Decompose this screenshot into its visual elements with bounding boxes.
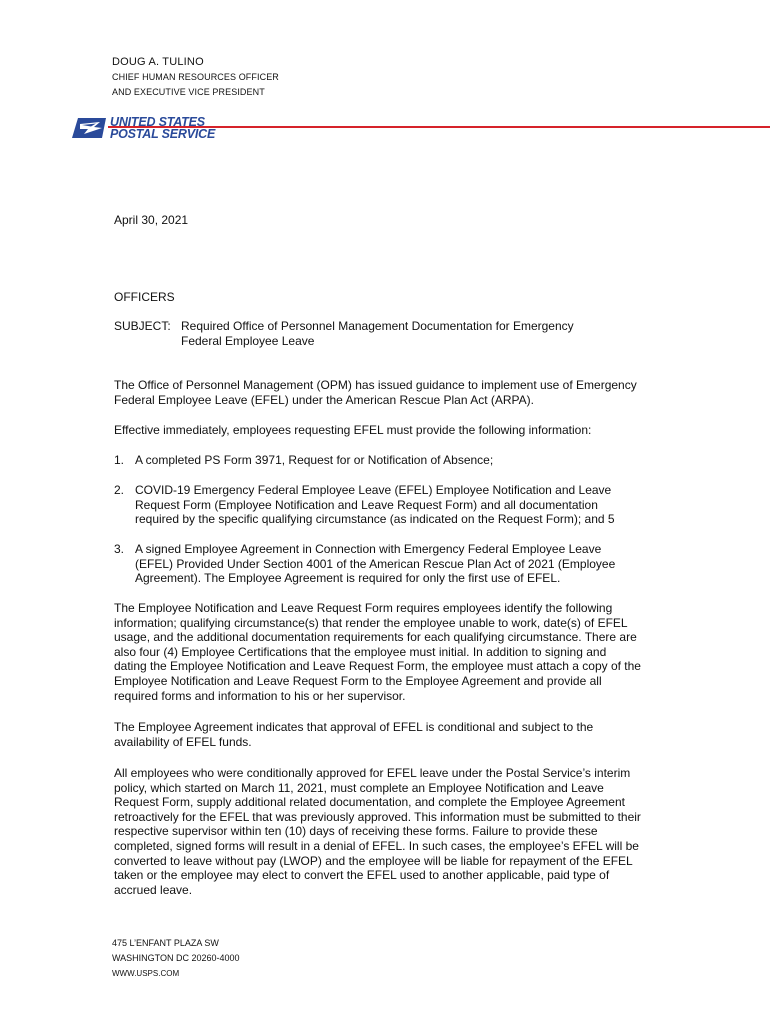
subject-line2: Federal Employee Leave <box>181 333 315 348</box>
requirements-list <box>114 453 642 468</box>
requirements-list <box>114 483 642 527</box>
subject-block <box>114 319 642 348</box>
usps-logo <box>72 114 770 144</box>
list-item <box>114 483 642 527</box>
list-item-number: 1. <box>114 453 125 467</box>
sender-title-line2: AND EXECUTIVE VICE PRESIDENT <box>112 87 265 97</box>
list-item-text: A signed Employee Agreement in Connection with Emergency Federal Employee Leave (EFEL) Provided Under Section 4001 of the American Rescue Plan Act of 2021 (Employee Agreement). The Employee Agreement is required for only the first use of EFEL. <box>135 542 616 586</box>
list-item <box>114 453 642 468</box>
eagle-icon <box>72 114 108 140</box>
list-item <box>114 542 642 586</box>
addressee: OFFICERS <box>114 290 175 304</box>
requirements-list <box>114 542 642 586</box>
logo-text <box>110 116 215 140</box>
body-paragraph: The Employee Notification and Leave Request Form requires employees identify the following information; qualifying circumstance(s) that render the employee unable to work, date(s) of EFEL usage, and the additional documentation requirements for each qualifying circumstance. There are also four (4) Employee Certifications that the employee must initial. In addition to signing and dating the Employee Notification and Leave Request Form, the employee must attach a copy of the Employee Notification and Leave Request Form to the Employee Agreement and provide all required forms and information to his or her supervisor. <box>114 601 641 703</box>
list-item-number: 2. <box>114 483 125 497</box>
logo-line2: POSTAL SERVICE <box>110 127 216 141</box>
subject-line1: Required Office of Personnel Management Documentation for Emergency <box>181 319 574 333</box>
footer-address-line2: WASHINGTON DC 20260-4000 <box>112 953 240 963</box>
body-paragraph: All employees who were conditionally approved for EFEL leave under the Postal Service’s interim policy, which started on March 11, 2021, must complete an Employee Notification and Leave Request Form, supply additional related documentation, and complete the Employee Agreement retroactively for the EFEL that was previously approved. This information must be submitted to their respective supervisor within ten (10) days of receiving these forms. Failure to provide these completed, signed forms will result in a denial of EFEL. In such cases, the employee’s EFEL will be converted to leave without pay (LWOP) and the employee will be liable for repayment of the EFEL taken or the employee may elect to convert the EFEL used to another applicable, paid type of accrued leave. <box>114 766 641 897</box>
body-paragraph: The Employee Agreement indicates that approval of EFEL is conditional and subject to the availability of EFEL funds. <box>114 720 594 749</box>
footer-address-line1: 475 L’ENFANT PLAZA SW <box>112 938 219 948</box>
letter-date: April 30, 2021 <box>114 213 189 227</box>
footer-website: WWW.USPS.COM <box>112 969 180 978</box>
list-item-number: 3. <box>114 542 125 556</box>
intro-paragraph: The Office of Personnel Management (OPM) has issued guidance to implement use of Emergency Federal Employee Leave (EFEL) under the American Rescue Plan Act (ARPA). <box>114 378 637 407</box>
logo-line1: UNITED STATES <box>110 115 205 129</box>
list-item-text: COVID-19 Emergency Federal Employee Leave (EFEL) Employee Notification and Leave Request Form (Employee Notification and Leave Request Form) and all documentation required by the specific qualifying circumstance (as indicated on the Request Form); and 5 <box>135 483 615 527</box>
list-item-text: A completed PS Form 3971, Request for or Notification of Absence; <box>135 453 494 467</box>
footer-address <box>112 936 240 981</box>
sender-title-line1: CHIEF HUMAN RESOURCES OFFICER <box>112 72 279 82</box>
effective-paragraph: Effective immediately, employees requesting EFEL must provide the following information: <box>114 423 592 437</box>
sender-block <box>112 55 279 100</box>
subject-label: SUBJECT: <box>114 319 171 333</box>
sender-name: DOUG A. TULINO <box>112 56 204 68</box>
